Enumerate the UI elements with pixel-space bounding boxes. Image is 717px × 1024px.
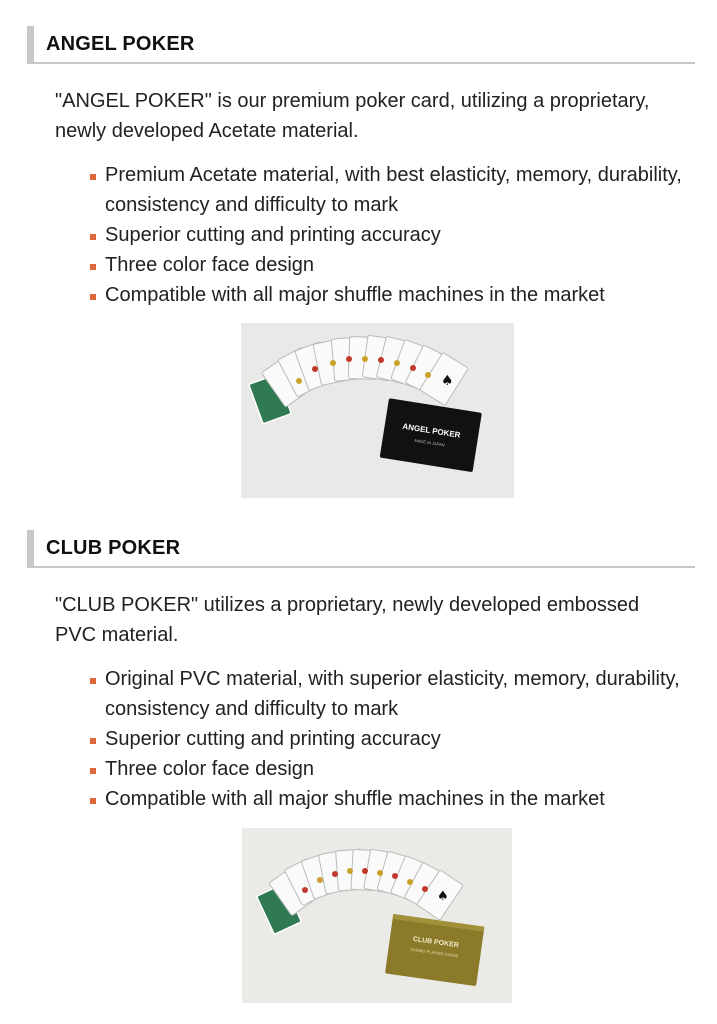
feature-list xyxy=(90,664,690,814)
box-label: CLUB POKER xyxy=(412,935,460,950)
section-title: ANGEL POKER xyxy=(46,33,195,55)
bullet-icon xyxy=(90,678,96,684)
svg-text:♠: ♠ xyxy=(437,889,449,904)
list-item: Superior cutting and printing accuracy xyxy=(90,220,690,250)
list-item: Three color face design xyxy=(90,754,690,784)
bullet-icon xyxy=(90,738,96,744)
section-title: CLUB POKER xyxy=(46,537,181,559)
bullet-icon xyxy=(90,294,96,300)
bullet-icon xyxy=(90,264,96,270)
bullet-icon xyxy=(90,234,96,240)
cards-fan-illustration xyxy=(241,323,514,498)
feature-list xyxy=(90,160,690,310)
list-item: Premium Acetate material, with best elasticity, memory, durability, consistency and difficulty to mark xyxy=(90,160,690,220)
section-intro: "ANGEL POKER" is our premium poker card, utilizing a proprietary, newly developed Acetate material. xyxy=(55,90,650,142)
list-item: Compatible with all major shuffle machines in the market xyxy=(90,784,690,814)
cards-fan-illustration xyxy=(242,828,512,1003)
section-intro: "CLUB POKER" utilizes a proprietary, newly developed embossed PVC material. xyxy=(55,594,640,646)
box-label: ANGEL POKER xyxy=(401,421,462,440)
bullet-icon xyxy=(90,798,96,804)
product-photo xyxy=(241,323,514,498)
list-item: Compatible with all major shuffle machines in the market xyxy=(90,280,690,310)
list-item: Original PVC material, with superior elasticity, memory, durability, consistency and difficulty to mark xyxy=(90,664,690,724)
bullet-icon xyxy=(90,768,96,774)
section-header xyxy=(27,530,695,568)
list-item: Superior cutting and printing accuracy xyxy=(90,724,690,754)
bullet-icon xyxy=(90,174,96,180)
list-item: Three color face design xyxy=(90,250,690,280)
card-box xyxy=(385,914,484,986)
svg-text:♠: ♠ xyxy=(441,373,454,389)
product-photo xyxy=(242,828,512,1003)
section-header xyxy=(27,26,695,64)
box-sublabel: CASINO PLAYING CARDS xyxy=(409,946,459,959)
box-sublabel: MADE IN JAPAN xyxy=(414,437,445,448)
